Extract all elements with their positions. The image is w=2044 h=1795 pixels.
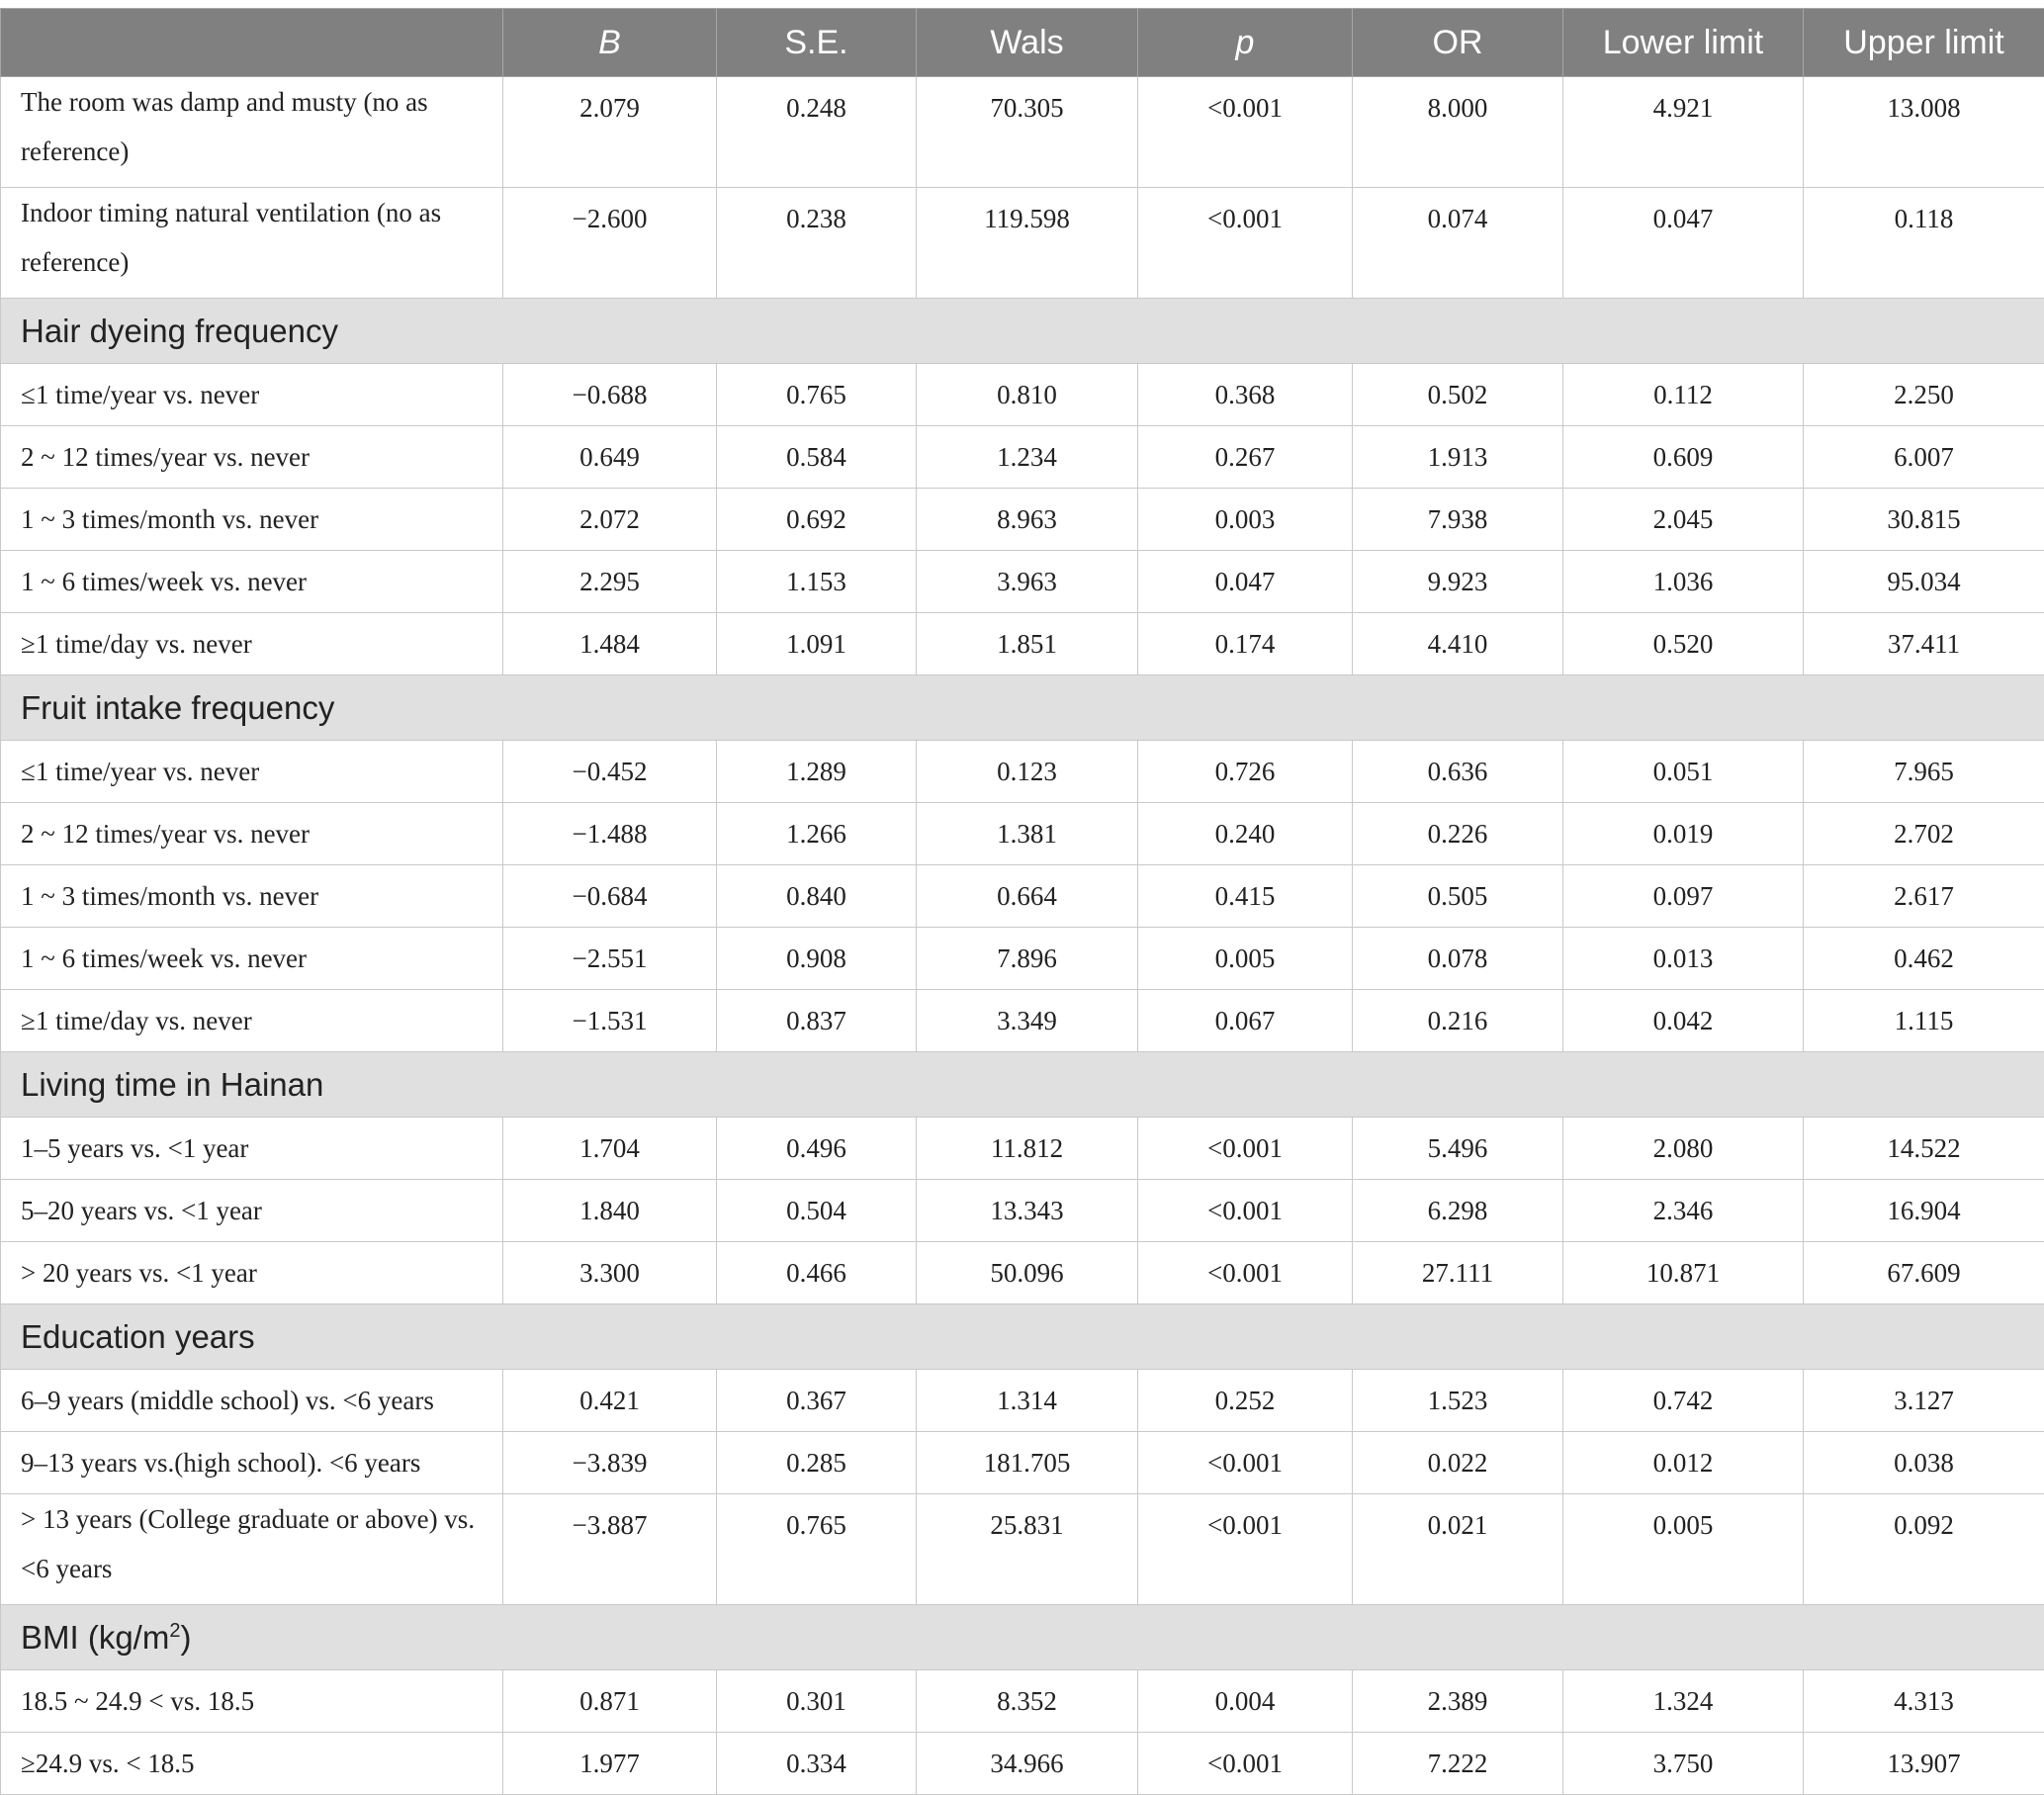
- cell-se: 0.692: [717, 489, 917, 551]
- cell-wals: 34.966: [917, 1733, 1138, 1795]
- cell-se: 0.837: [717, 990, 917, 1052]
- cell-wals: 0.664: [917, 865, 1138, 928]
- cell-wals: 8.352: [917, 1670, 1138, 1733]
- cell-wals: 70.305: [917, 77, 1138, 188]
- row-label: 1–5 years vs. <1 year: [1, 1118, 503, 1180]
- row-label: 9–13 years vs.(high school). <6 years: [1, 1432, 503, 1494]
- section-title-text: Fruit intake frequency: [21, 689, 334, 726]
- cell-b: 2.079: [503, 77, 717, 188]
- table-row: [1, 1180, 2044, 1242]
- row-label: 6–9 years (middle school) vs. <6 years: [1, 1370, 503, 1432]
- cell-wals: 0.123: [917, 741, 1138, 803]
- table-row: [1, 489, 2044, 551]
- row-label: 18.5 ~ 24.9 < vs. 18.5: [1, 1670, 503, 1733]
- cell-lower-limit: 0.019: [1563, 803, 1804, 865]
- cell-b: 1.484: [503, 613, 717, 675]
- section-header-row: [1, 675, 2044, 741]
- cell-or: 0.078: [1353, 928, 1563, 990]
- section-header-row: [1, 1052, 2044, 1118]
- cell-se: 0.765: [717, 1494, 917, 1605]
- cell-se: 0.466: [717, 1242, 917, 1304]
- cell-upper-limit: 7.965: [1804, 741, 2044, 803]
- table-row: [1, 865, 2044, 928]
- section-title: [1, 1605, 2044, 1670]
- cell-p: <0.001: [1138, 1242, 1353, 1304]
- cell-se: 0.840: [717, 865, 917, 928]
- cell-p: 0.267: [1138, 426, 1353, 489]
- cell-p: <0.001: [1138, 1180, 1353, 1242]
- cell-se: 0.908: [717, 928, 917, 990]
- cell-lower-limit: 0.012: [1563, 1432, 1804, 1494]
- cell-p: <0.001: [1138, 77, 1353, 188]
- row-label: Indoor timing natural ventilation (no as reference): [1, 188, 503, 299]
- cell-upper-limit: 0.118: [1804, 188, 2044, 299]
- cell-p: 0.174: [1138, 613, 1353, 675]
- cell-se: 1.266: [717, 803, 917, 865]
- row-label: 1 ~ 6 times/week vs. never: [1, 551, 503, 613]
- cell-or: 7.938: [1353, 489, 1563, 551]
- cell-se: 0.504: [717, 1180, 917, 1242]
- cell-upper-limit: 14.522: [1804, 1118, 2044, 1180]
- header-b: B: [503, 9, 717, 77]
- cell-lower-limit: 4.921: [1563, 77, 1804, 188]
- cell-upper-limit: 4.313: [1804, 1670, 2044, 1733]
- section-title-text: BMI (kg/m: [21, 1619, 169, 1656]
- cell-b: 1.977: [503, 1733, 717, 1795]
- cell-or: 0.636: [1353, 741, 1563, 803]
- cell-or: 6.298: [1353, 1180, 1563, 1242]
- row-label: ≤1 time/year vs. never: [1, 741, 503, 803]
- cell-upper-limit: 37.411: [1804, 613, 2044, 675]
- cell-p: <0.001: [1138, 1118, 1353, 1180]
- cell-p: 0.005: [1138, 928, 1353, 990]
- cell-b: −2.600: [503, 188, 717, 299]
- cell-upper-limit: 3.127: [1804, 1370, 2044, 1432]
- row-label: 1 ~ 3 times/month vs. never: [1, 865, 503, 928]
- cell-se: 0.496: [717, 1118, 917, 1180]
- cell-lower-limit: 0.013: [1563, 928, 1804, 990]
- table-row: [1, 1370, 2044, 1432]
- header-row: [1, 9, 2044, 77]
- cell-se: 0.238: [717, 188, 917, 299]
- row-label: 1 ~ 6 times/week vs. never: [1, 928, 503, 990]
- row-label: > 13 years (College graduate or above) vs. <6 years: [1, 1494, 503, 1605]
- row-label: ≥1 time/day vs. never: [1, 990, 503, 1052]
- cell-or: 1.913: [1353, 426, 1563, 489]
- cell-p: 0.004: [1138, 1670, 1353, 1733]
- cell-p: 0.415: [1138, 865, 1353, 928]
- cell-lower-limit: 1.324: [1563, 1670, 1804, 1733]
- cell-lower-limit: 0.742: [1563, 1370, 1804, 1432]
- cell-se: 0.285: [717, 1432, 917, 1494]
- table-row: [1, 803, 2044, 865]
- cell-p: 0.003: [1138, 489, 1353, 551]
- section-title-superscript: 2: [169, 1620, 180, 1642]
- cell-b: 1.704: [503, 1118, 717, 1180]
- cell-b: 0.649: [503, 426, 717, 489]
- cell-b: 2.072: [503, 489, 717, 551]
- cell-lower-limit: 0.005: [1563, 1494, 1804, 1605]
- cell-wals: 1.381: [917, 803, 1138, 865]
- cell-lower-limit: 1.036: [1563, 551, 1804, 613]
- cell-or: 0.226: [1353, 803, 1563, 865]
- cell-se: 0.367: [717, 1370, 917, 1432]
- cell-upper-limit: 0.092: [1804, 1494, 2044, 1605]
- cell-se: 1.289: [717, 741, 917, 803]
- table-row: [1, 1432, 2044, 1494]
- section-title-text: Hair dyeing frequency: [21, 313, 338, 349]
- cell-lower-limit: 2.080: [1563, 1118, 1804, 1180]
- cell-wals: 1.314: [917, 1370, 1138, 1432]
- header-lower-limit: Lower limit: [1563, 9, 1804, 77]
- cell-se: 0.334: [717, 1733, 917, 1795]
- cell-p: <0.001: [1138, 1432, 1353, 1494]
- header-label: [1, 9, 503, 77]
- table-row: [1, 1118, 2044, 1180]
- cell-p: 0.240: [1138, 803, 1353, 865]
- table-row: [1, 613, 2044, 675]
- cell-or: 0.074: [1353, 188, 1563, 299]
- cell-b: 1.840: [503, 1180, 717, 1242]
- cell-or: 0.216: [1353, 990, 1563, 1052]
- cell-wals: 11.812: [917, 1118, 1138, 1180]
- cell-p: 0.067: [1138, 990, 1353, 1052]
- cell-se: 0.301: [717, 1670, 917, 1733]
- table-row: [1, 426, 2044, 489]
- row-label: ≤1 time/year vs. never: [1, 364, 503, 426]
- cell-se: 0.248: [717, 77, 917, 188]
- cell-upper-limit: 1.115: [1804, 990, 2044, 1052]
- cell-or: 2.389: [1353, 1670, 1563, 1733]
- table-row: [1, 364, 2044, 426]
- cell-p: 0.368: [1138, 364, 1353, 426]
- cell-upper-limit: 2.617: [1804, 865, 2044, 928]
- cell-lower-limit: 0.112: [1563, 364, 1804, 426]
- row-label: 2 ~ 12 times/year vs. never: [1, 426, 503, 489]
- cell-or: 5.496: [1353, 1118, 1563, 1180]
- cell-wals: 7.896: [917, 928, 1138, 990]
- cell-or: 7.222: [1353, 1733, 1563, 1795]
- cell-lower-limit: 0.097: [1563, 865, 1804, 928]
- cell-upper-limit: 2.250: [1804, 364, 2044, 426]
- cell-upper-limit: 30.815: [1804, 489, 2044, 551]
- table-row: [1, 551, 2044, 613]
- table-row: [1, 188, 2044, 299]
- cell-se: 0.584: [717, 426, 917, 489]
- table-row: [1, 1494, 2044, 1605]
- cell-lower-limit: 3.750: [1563, 1733, 1804, 1795]
- cell-wals: 1.851: [917, 613, 1138, 675]
- cell-b: −0.452: [503, 741, 717, 803]
- cell-b: −1.531: [503, 990, 717, 1052]
- cell-b: −1.488: [503, 803, 717, 865]
- table-row: [1, 928, 2044, 990]
- table-row: [1, 1670, 2044, 1733]
- cell-lower-limit: 0.042: [1563, 990, 1804, 1052]
- cell-p: <0.001: [1138, 1494, 1353, 1605]
- cell-upper-limit: 95.034: [1804, 551, 2044, 613]
- cell-upper-limit: 13.907: [1804, 1733, 2044, 1795]
- cell-p: 0.726: [1138, 741, 1353, 803]
- cell-wals: 3.349: [917, 990, 1138, 1052]
- table-row: [1, 741, 2044, 803]
- cell-or: 8.000: [1353, 77, 1563, 188]
- cell-b: −3.887: [503, 1494, 717, 1605]
- cell-upper-limit: 0.038: [1804, 1432, 2044, 1494]
- cell-wals: 3.963: [917, 551, 1138, 613]
- cell-lower-limit: 10.871: [1563, 1242, 1804, 1304]
- cell-wals: 181.705: [917, 1432, 1138, 1494]
- section-header-row: [1, 1605, 2044, 1670]
- table-body: [1, 77, 2044, 1795]
- cell-b: −0.684: [503, 865, 717, 928]
- cell-p: <0.001: [1138, 188, 1353, 299]
- table-row: [1, 77, 2044, 188]
- cell-or: 0.502: [1353, 364, 1563, 426]
- cell-or: 0.505: [1353, 865, 1563, 928]
- section-title: [1, 675, 2044, 741]
- section-title: [1, 299, 2044, 364]
- cell-se: 0.765: [717, 364, 917, 426]
- cell-or: 27.111: [1353, 1242, 1563, 1304]
- row-label: ≥1 time/day vs. never: [1, 613, 503, 675]
- cell-lower-limit: 0.520: [1563, 613, 1804, 675]
- header-p: p: [1138, 9, 1353, 77]
- row-label: 5–20 years vs. <1 year: [1, 1180, 503, 1242]
- header-wals: Wals: [917, 9, 1138, 77]
- section-header-row: [1, 299, 2044, 364]
- cell-upper-limit: 2.702: [1804, 803, 2044, 865]
- cell-upper-limit: 0.462: [1804, 928, 2044, 990]
- header-or: OR: [1353, 9, 1563, 77]
- regression-table: [0, 8, 2044, 1795]
- row-label: The room was damp and musty (no as reference): [1, 77, 503, 188]
- section-title: [1, 1052, 2044, 1118]
- cell-b: 0.421: [503, 1370, 717, 1432]
- cell-b: 0.871: [503, 1670, 717, 1733]
- cell-wals: 25.831: [917, 1494, 1138, 1605]
- cell-wals: 1.234: [917, 426, 1138, 489]
- cell-or: 4.410: [1353, 613, 1563, 675]
- cell-upper-limit: 67.609: [1804, 1242, 2044, 1304]
- cell-wals: 0.810: [917, 364, 1138, 426]
- cell-or: 0.021: [1353, 1494, 1563, 1605]
- cell-b: −0.688: [503, 364, 717, 426]
- row-label: 1 ~ 3 times/month vs. never: [1, 489, 503, 551]
- table-row: [1, 1733, 2044, 1795]
- section-title: [1, 1304, 2044, 1370]
- cell-b: 3.300: [503, 1242, 717, 1304]
- cell-b: −2.551: [503, 928, 717, 990]
- cell-se: 1.153: [717, 551, 917, 613]
- cell-lower-limit: 0.047: [1563, 188, 1804, 299]
- cell-upper-limit: 16.904: [1804, 1180, 2044, 1242]
- row-label: 2 ~ 12 times/year vs. never: [1, 803, 503, 865]
- cell-lower-limit: 2.346: [1563, 1180, 1804, 1242]
- cell-wals: 13.343: [917, 1180, 1138, 1242]
- cell-lower-limit: 0.051: [1563, 741, 1804, 803]
- cell-or: 0.022: [1353, 1432, 1563, 1494]
- cell-upper-limit: 6.007: [1804, 426, 2044, 489]
- section-title-suffix: ): [180, 1619, 191, 1656]
- table-header: [1, 9, 2044, 77]
- cell-lower-limit: 0.609: [1563, 426, 1804, 489]
- cell-upper-limit: 13.008: [1804, 77, 2044, 188]
- cell-p: <0.001: [1138, 1733, 1353, 1795]
- cell-se: 1.091: [717, 613, 917, 675]
- row-label: ≥24.9 vs. < 18.5: [1, 1733, 503, 1795]
- cell-wals: 50.096: [917, 1242, 1138, 1304]
- cell-or: 1.523: [1353, 1370, 1563, 1432]
- cell-p: 0.047: [1138, 551, 1353, 613]
- table-row: [1, 990, 2044, 1052]
- header-upper-limit: Upper limit: [1804, 9, 2044, 77]
- section-title-text: Education years: [21, 1318, 255, 1355]
- cell-b: 2.295: [503, 551, 717, 613]
- row-label: > 20 years vs. <1 year: [1, 1242, 503, 1304]
- header-se: S.E.: [717, 9, 917, 77]
- cell-wals: 8.963: [917, 489, 1138, 551]
- cell-b: −3.839: [503, 1432, 717, 1494]
- table-row: [1, 1242, 2044, 1304]
- section-title-text: Living time in Hainan: [21, 1066, 323, 1103]
- cell-or: 9.923: [1353, 551, 1563, 613]
- cell-wals: 119.598: [917, 188, 1138, 299]
- cell-p: 0.252: [1138, 1370, 1353, 1432]
- cell-lower-limit: 2.045: [1563, 489, 1804, 551]
- section-header-row: [1, 1304, 2044, 1370]
